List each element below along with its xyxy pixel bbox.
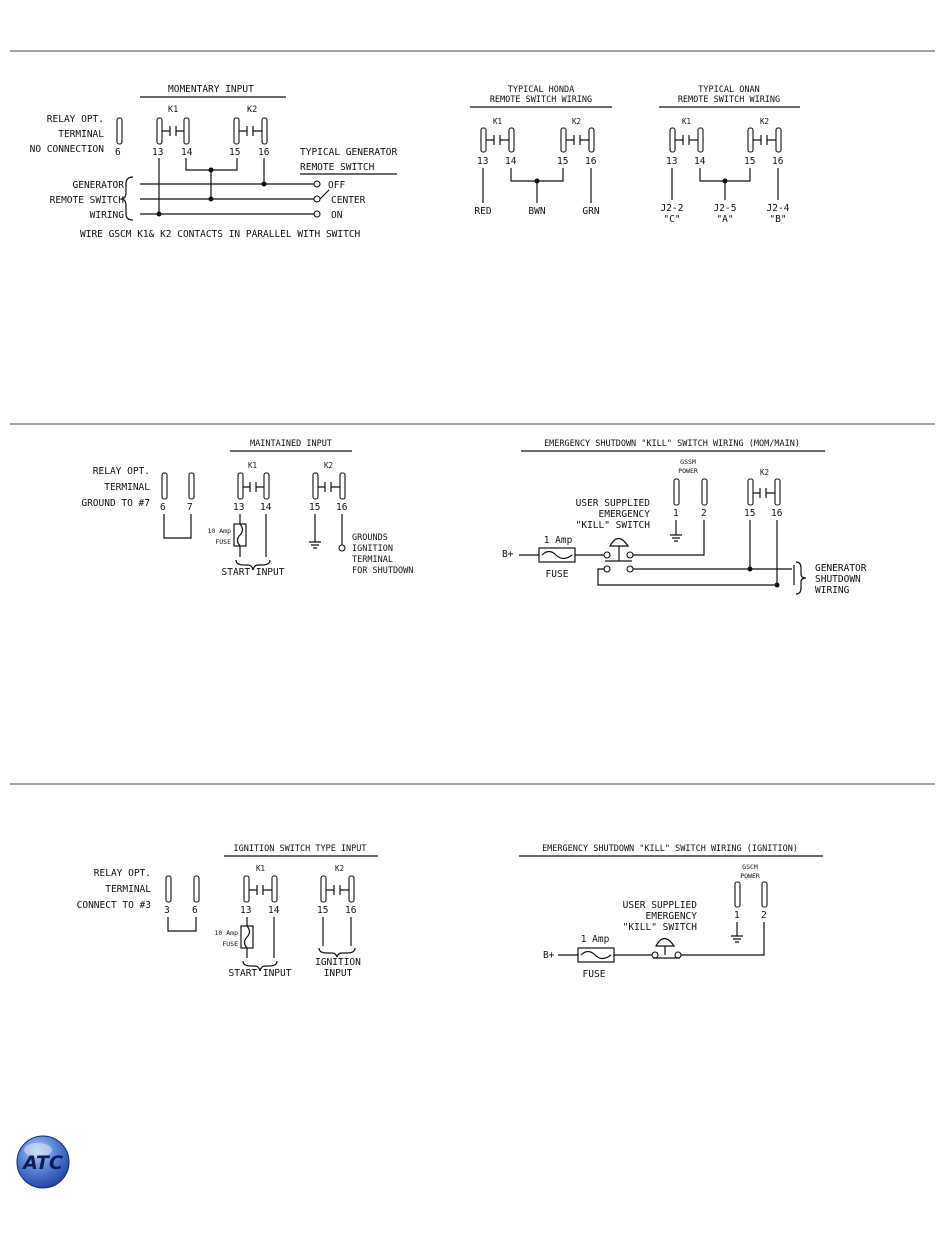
kill-main-switch-symbol [610, 539, 628, 562]
kill-main-fuse-label: FUSE [545, 569, 569, 580]
company-logo [17, 1136, 69, 1188]
grounds-label: GROUNDS [352, 533, 388, 543]
kill-ign-terminal-2: 2 [761, 910, 767, 921]
onan-j2-2: J2-2 [660, 203, 684, 214]
onan-k1-label: K1 [682, 117, 692, 126]
maintained-terminal-label: TERMINAL [104, 482, 150, 493]
kill-main-b-plus-label: B+ [502, 549, 514, 560]
maintained-fuse-label: FUSE [215, 538, 231, 546]
honda-k2-label: K2 [572, 117, 582, 126]
k1-label: K1 [168, 105, 179, 115]
maintained-ground-label: GROUND TO #7 [81, 498, 150, 509]
maintained-start-input-label: START INPUT [221, 567, 285, 578]
logo-lettering: ATC [23, 1152, 63, 1174]
onan-j2-2-letter: "C" [663, 214, 681, 225]
onan-subtitle: REMOTE SWITCH WIRING [677, 95, 781, 105]
kill-ign-switch-symbol [656, 939, 674, 956]
onan-k2-label: K2 [760, 117, 770, 126]
maintained-terminal-13: 13 [233, 502, 245, 513]
maintained-k1-label: K1 [248, 461, 258, 470]
onan-j2-4: J2-4 [766, 203, 790, 214]
kill-main-terminal-16: 16 [771, 508, 783, 519]
ignition-k2-label: K2 [335, 864, 345, 873]
ignition-terminal-label: TERMINAL [105, 884, 151, 895]
gssm-label: GSSM [680, 458, 696, 466]
ignition-connect-label: CONNECT TO #3 [76, 900, 151, 911]
gscm-label: GSCM [742, 863, 758, 871]
k2-label: K2 [247, 105, 258, 115]
wiring-label: WIRING [89, 210, 124, 221]
generator-label: GENERATOR [72, 180, 124, 191]
honda-terminal-15: 15 [557, 156, 569, 167]
honda-wiring-diagram [470, 85, 612, 217]
onan-j2-5-letter: "A" [716, 214, 734, 225]
kill-ign-fuse-symbol [578, 948, 614, 962]
relay-opt-label: RELAY OPT. [46, 114, 104, 125]
onan-terminal-14: 14 [694, 156, 706, 167]
kill-main-wiring-label: WIRING [815, 585, 850, 596]
ignition-input-label-1: IGNITION [315, 957, 361, 968]
ignition-k1-label: K1 [256, 864, 266, 873]
kill-ign-terminal-1: 1 [734, 910, 740, 921]
typical-generator-label: TYPICAL GENERATOR [300, 147, 398, 158]
relay-opt-terminal-label: TERMINAL [58, 129, 104, 140]
ignition-label: IGNITION [352, 544, 393, 554]
terminal-16-number: 16 [258, 147, 270, 158]
terminal-13-number: 13 [152, 147, 164, 158]
kill-ign-title: EMERGENCY SHUTDOWN "KILL" SWITCH WIRING (IGNITION) [542, 844, 798, 854]
ignition-fuse-label: FUSE [222, 940, 238, 948]
honda-k1-label: K1 [493, 117, 503, 126]
maintained-title: MAINTAINED INPUT [250, 439, 332, 449]
momentary-title: MOMENTARY INPUT [168, 84, 254, 95]
onan-terminal-16: 16 [772, 156, 784, 167]
honda-brown-wire: BWN [528, 206, 546, 217]
on-label: ON [331, 210, 343, 221]
onan-terminal-15: 15 [744, 156, 756, 167]
honda-terminal-14: 14 [505, 156, 517, 167]
onan-terminal-13: 13 [666, 156, 678, 167]
ignition-terminal-6: 6 [192, 905, 198, 916]
ignition-terminal-14: 14 [268, 905, 280, 916]
maintained-k2-label: K2 [324, 461, 334, 470]
terminal-15-number: 15 [229, 147, 241, 158]
onan-wiring-diagram [659, 85, 800, 225]
ignition-title: IGNITION SWITCH TYPE INPUT [233, 844, 367, 854]
onan-j2-5: J2-5 [713, 203, 737, 214]
kill-ign-fuse-rating: 1 Amp [580, 934, 610, 945]
ignition-terminal-15: 15 [317, 905, 329, 916]
kill-ign-kill-switch-label: "KILL" SWITCH [622, 922, 697, 933]
kill-main-k2-label: K2 [760, 468, 770, 477]
ignition-fuse-rating: 10 Amp [214, 929, 238, 937]
maintained-input-diagram [81, 439, 413, 578]
ignition-start-input-label: START INPUT [228, 968, 292, 979]
onan-j2-4-letter: "B" [769, 214, 787, 225]
maintained-terminal-7: 7 [187, 502, 193, 513]
maintained-terminal-15: 15 [309, 502, 321, 513]
ignition-terminal-3: 3 [164, 905, 170, 916]
terminal-6-number: 6 [115, 147, 121, 158]
kill-ign-emergency-label: EMERGENCY [645, 911, 697, 922]
kill-switch-ignition-diagram [519, 844, 823, 980]
maintained-terminal-16: 16 [336, 502, 348, 513]
ignition-terminal-16: 16 [345, 905, 357, 916]
kill-main-terminal-2: 2 [701, 508, 707, 519]
maintained-terminal-6: 6 [160, 502, 166, 513]
honda-subtitle: REMOTE SWITCH WIRING [489, 95, 593, 105]
kill-ign-b-plus-label: B+ [543, 950, 555, 961]
typical-remote-switch-label: REMOTE SWITCH [300, 162, 375, 173]
kill-main-terminal-15: 15 [744, 508, 756, 519]
terminal-15 [234, 118, 239, 144]
honda-terminal-13: 13 [477, 156, 489, 167]
for-shutdown-label: FOR SHUTDOWN [352, 566, 414, 576]
kill-main-fuse-rating: 1 Amp [543, 535, 573, 546]
kill-switch-mom-main-diagram [502, 439, 867, 596]
terminal-13 [157, 118, 162, 144]
onan-title: TYPICAL ONAN [698, 85, 760, 95]
kill-main-emergency-label: EMERGENCY [598, 509, 650, 520]
kill-main-terminal-1: 1 [673, 508, 679, 519]
maintained-fuse-rating: 10 Amp [207, 527, 231, 535]
ignition-terminal-13: 13 [240, 905, 252, 916]
gssm-power-label: POWER [678, 467, 698, 475]
kill-main-user-supplied-label: USER SUPPLIED [575, 498, 650, 509]
terminal-6 [117, 118, 122, 144]
honda-title: TYPICAL HONDA [507, 85, 575, 95]
kill-main-title: EMERGENCY SHUTDOWN "KILL" SWITCH WIRING (MOM/MAIN) [544, 439, 800, 449]
honda-red-wire: RED [474, 206, 492, 217]
kill-ign-user-supplied-label: USER SUPPLIED [622, 900, 697, 911]
gscm-power-label: POWER [740, 872, 760, 880]
kill-main-kill-switch-label: "KILL" SWITCH [575, 520, 650, 531]
kill-main-generator-label: GENERATOR [815, 563, 867, 574]
honda-green-wire: GRN [582, 206, 600, 217]
kill-main-shutdown-label: SHUTDOWN [815, 574, 861, 585]
maintained-relay-opt-label: RELAY OPT. [92, 466, 150, 477]
ignition-input-diagram [77, 844, 378, 979]
terminal-14-number: 14 [181, 147, 193, 158]
off-label: OFF [328, 180, 346, 191]
kill-main-fuse-symbol [539, 548, 575, 562]
momentary-input-diagram [30, 84, 398, 240]
terminal-label: TERMINAL [352, 555, 393, 565]
center-label: CENTER [331, 195, 366, 206]
momentary-note: WIRE GSCM K1& K2 CONTACTS IN PARALLEL WITH SWITCH [80, 229, 361, 240]
terminal-16 [262, 118, 267, 144]
ignition-input-label-2: INPUT [323, 968, 353, 979]
kill-ign-fuse-label: FUSE [582, 969, 606, 980]
maintained-terminal-14: 14 [260, 502, 272, 513]
remote-switch-label: REMOTE SWITCH [49, 195, 124, 206]
honda-terminal-16: 16 [585, 156, 597, 167]
ignition-relay-opt-label: RELAY OPT. [93, 868, 151, 879]
terminal-14 [184, 118, 189, 144]
relay-opt-no-connection-label: NO CONNECTION [29, 144, 104, 155]
